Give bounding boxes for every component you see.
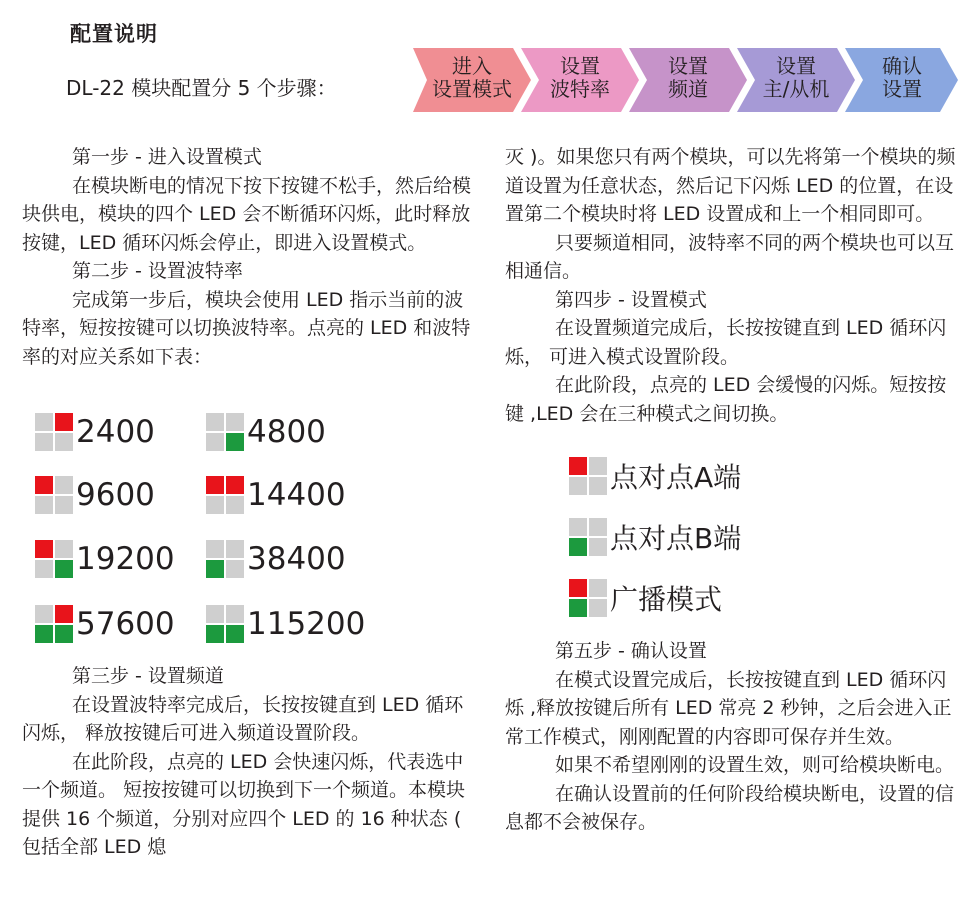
left-column-bottom [22, 662, 477, 862]
step3-continued: 灭 )。如果您只有两个模块，可以先将第一个模块的频道设置为任意状态，然后记下闪烁 LED 的位置，在设置第二个模块时将 LED 设置成和上一个相同即可。 [505, 146, 956, 225]
step4-heading: 第四步 - 设置模式 [555, 288, 707, 311]
led-off [35, 433, 53, 451]
led-off [226, 540, 244, 558]
led-off [589, 477, 607, 495]
led-green [226, 433, 244, 451]
baud-value: 2400 [76, 414, 155, 450]
led-indicator [569, 457, 607, 495]
led-off [35, 496, 53, 514]
step3-body-2: 在此阶段，点亮的 LED 会快速闪烁，代表选中一个频道。 短按按键可以切换到下一个频道。本模块提供 16 个频道，分别对应四个 LED 的 16 种状态 ( 包括全部 LED 熄 [22, 750, 466, 858]
led-off [589, 599, 607, 617]
left-column-top [22, 143, 477, 371]
led-green [569, 538, 587, 556]
baud-row [35, 412, 155, 452]
led-off [35, 605, 53, 623]
led-indicator [569, 518, 607, 556]
led-off [55, 433, 73, 451]
baud-row [35, 539, 175, 579]
led-green [35, 625, 53, 643]
led-indicator [35, 605, 73, 643]
led-off [226, 560, 244, 578]
baud-row [206, 475, 346, 515]
mode-label: 点对点A端 [610, 461, 742, 494]
baud-value: 9600 [76, 477, 155, 513]
led-off [206, 540, 224, 558]
led-indicator [206, 413, 244, 451]
step4-body-1: 在设置频道完成后，长按按键直到 LED 循环闪烁， 可进入模式设置阶段。 [505, 317, 947, 368]
step5-heading: 第五步 - 确认设置 [555, 640, 707, 662]
led-indicator [35, 540, 73, 578]
step-label-5: 确认 设置 [882, 54, 922, 101]
led-off [569, 518, 587, 536]
mode-row [569, 456, 741, 496]
led-red [55, 605, 73, 623]
led-red [35, 540, 53, 558]
step-label-2: 设置 波特率 [550, 54, 610, 101]
right-column-bottom [505, 637, 960, 837]
led-green [206, 560, 224, 578]
led-green [226, 625, 244, 643]
mode-row [569, 517, 741, 557]
step5-body-3: 在确认设置前的任何阶段给模块断电，设置的信息都不会被保存。 [505, 782, 955, 833]
baud-value: 19200 [76, 541, 175, 577]
led-red [226, 476, 244, 494]
led-indicator [35, 413, 73, 451]
led-off [206, 433, 224, 451]
step3-note: 只要频道相同，波特率不同的两个模块也可以互相通信。 [505, 231, 955, 282]
intro-text: DL-22 模块配置分 5 个步骤： [66, 76, 337, 100]
led-red [206, 476, 224, 494]
step-label-1: 进入 设置模式 [432, 54, 512, 101]
led-off [589, 579, 607, 597]
baud-row [206, 412, 326, 452]
step3-heading: 第三步 - 设置频道 [72, 665, 224, 687]
led-off [35, 560, 53, 578]
led-red [55, 413, 73, 431]
led-green [206, 625, 224, 643]
step4-body-2: 在此阶段，点亮的 LED 会缓慢的闪烁。短按按键 ,LED 会在三种模式之间切换。 [505, 374, 947, 425]
mode-label: 广播模式 [610, 583, 723, 616]
mode-label: 点对点B端 [610, 522, 742, 555]
mode-row [569, 578, 722, 618]
step5-body-1: 在模式设置完成后，长按按键直到 LED 循环闪烁 ,释放按键后所有 LED 常亮 2 秒钟，之后会进入正常工作模式，刚刚配置的内容即可保存并生效。 [505, 668, 952, 748]
baud-value: 4800 [247, 414, 326, 450]
step1-body: 在模块断电的情况下按下按键不松手，然后给模块供电，模块的四个 LED 会不断循环闪烁，此时释放按键，LED 循环闪烁会停止，即进入设置模式。 [22, 174, 472, 254]
led-red [569, 579, 587, 597]
led-red [35, 476, 53, 494]
step2-heading: 第二步 - 设置波特率 [72, 260, 243, 282]
led-indicator [569, 579, 607, 617]
step-label-3: 设置 频道 [668, 54, 708, 101]
page-title: 配置说明 [70, 22, 158, 46]
led-off [55, 476, 73, 494]
led-off [226, 496, 244, 514]
process-flow [413, 48, 958, 112]
led-indicator [206, 540, 244, 578]
led-indicator [206, 605, 244, 643]
baud-row [206, 539, 346, 579]
led-green [569, 599, 587, 617]
step1-heading: 第一步 - 进入设置模式 [72, 146, 262, 168]
led-off [206, 413, 224, 431]
led-off [589, 538, 607, 556]
step2-body: 完成第一步后，模块会使用 LED 指示当前的波特率，短按按键可以切换波特率。点亮的 LED 和波特率的对应关系如下表： [22, 288, 471, 368]
baud-row [206, 604, 365, 644]
baud-row [35, 604, 175, 644]
led-indicator [206, 476, 244, 514]
step5-body-2: 如果不希望刚刚的设置生效，则可给模块断电。 [555, 754, 955, 776]
led-green [55, 625, 73, 643]
led-off [35, 413, 53, 431]
baud-value: 38400 [247, 541, 346, 577]
led-off [55, 496, 73, 514]
led-off [206, 605, 224, 623]
right-column-top [505, 143, 960, 428]
led-off [55, 540, 73, 558]
led-off [206, 496, 224, 514]
baud-value: 14400 [247, 477, 346, 513]
baud-value: 115200 [247, 606, 366, 642]
led-off [589, 457, 607, 475]
led-red [569, 457, 587, 475]
step3-body-1: 在设置波特率完成后，长按按键直到 LED 循环闪烁， 释放按键后可进入频道设置阶段。 [22, 693, 464, 744]
baud-row [35, 475, 155, 515]
led-off [589, 518, 607, 536]
led-indicator [35, 476, 73, 514]
led-off [226, 605, 244, 623]
led-off [226, 413, 244, 431]
baud-value: 57600 [76, 606, 175, 642]
step-label-4: 设置 主/从机 [762, 54, 830, 101]
led-off [569, 477, 587, 495]
led-green [55, 560, 73, 578]
